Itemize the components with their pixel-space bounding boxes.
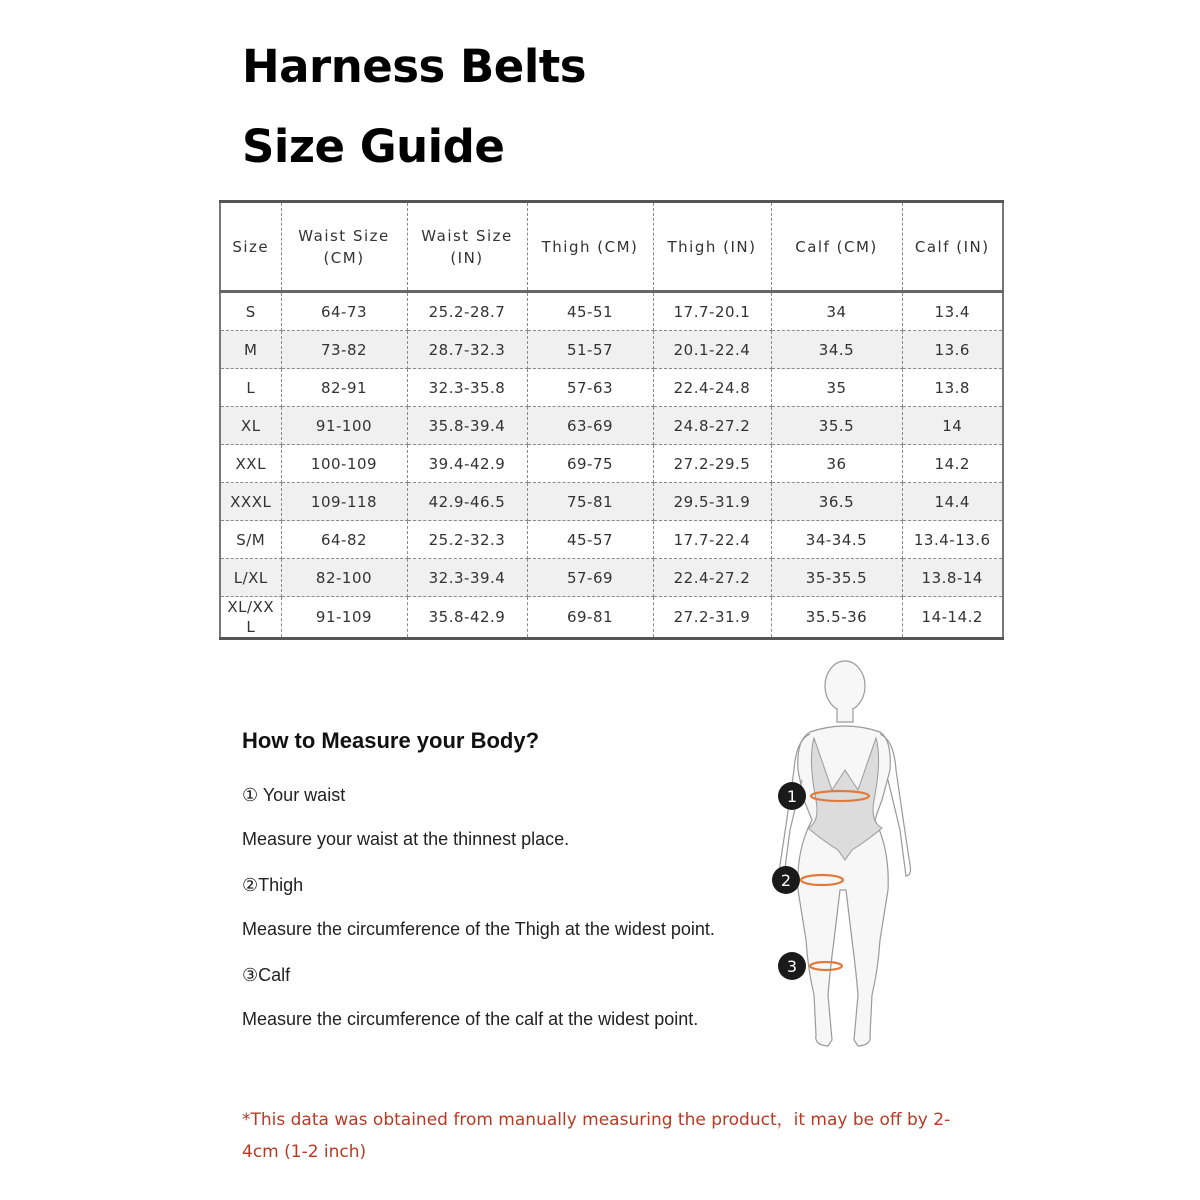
- calf-in-cell: 14: [902, 407, 1003, 445]
- calf-in-cell: 13.8-14: [902, 559, 1003, 597]
- waist-cm-cell: 73-82: [281, 331, 407, 369]
- calf-in-cell: 14.2: [902, 445, 1003, 483]
- calf-cm-cell: 35.5-36: [771, 597, 902, 639]
- thigh-in-cell: 24.8-27.2: [653, 407, 771, 445]
- step-calf-label: ③Calf: [242, 965, 291, 985]
- waist-in-cell: 35.8-42.9: [407, 597, 527, 639]
- table-row: [220, 483, 1003, 521]
- thigh-cm-cell: 51-57: [527, 331, 653, 369]
- size-chart-table: [219, 200, 1004, 640]
- calf-in-cell: 13.4: [902, 292, 1003, 331]
- waist-in-cell: 25.2-32.3: [407, 521, 527, 559]
- marker-3-label: 3: [786, 957, 798, 976]
- waist-in-cell: 28.7-32.3: [407, 331, 527, 369]
- body-measurement-illustration: [740, 650, 970, 1060]
- marker-3: [778, 952, 806, 980]
- step-waist-description: Measure your waist at the thinnest place.: [242, 829, 570, 849]
- thigh-in-cell: 22.4-27.2: [653, 559, 771, 597]
- calf-cm-cell: 35-35.5: [771, 559, 902, 597]
- thigh-cm-cell: 69-81: [527, 597, 653, 639]
- size-cell: L: [220, 369, 281, 407]
- thigh-cm-cell: 45-51: [527, 292, 653, 331]
- thigh-cm-cell: 69-75: [527, 445, 653, 483]
- waist-cm-cell: 91-100: [281, 407, 407, 445]
- size-cell: XXL: [220, 445, 281, 483]
- table-row: [220, 331, 1003, 369]
- calf-cm-cell: 35.5: [771, 407, 902, 445]
- table-row: [220, 559, 1003, 597]
- calf-in-cell: 14-14.2: [902, 597, 1003, 639]
- waist-cm-cell: 109-118: [281, 483, 407, 521]
- header-calf-cm: Calf (CM): [771, 202, 902, 292]
- waist-cm-cell: 82-91: [281, 369, 407, 407]
- calf-in-cell: 14.4: [902, 483, 1003, 521]
- calf-in-cell: 13.8: [902, 369, 1003, 407]
- marker-1-label: 1: [786, 787, 798, 806]
- waist-cm-cell: 100-109: [281, 445, 407, 483]
- thigh-cm-cell: 45-57: [527, 521, 653, 559]
- thigh-in-cell: 20.1-22.4: [653, 331, 771, 369]
- table-row: [220, 407, 1003, 445]
- table-header-row: [220, 202, 1003, 292]
- header-thigh-cm: Thigh (CM): [527, 202, 653, 292]
- waist-cm-cell: 91-109: [281, 597, 407, 639]
- marker-1: [778, 782, 806, 810]
- waist-in-cell: 32.3-35.8: [407, 369, 527, 407]
- waist-cm-cell: 64-73: [281, 292, 407, 331]
- table-row: [220, 445, 1003, 483]
- size-cell: S: [220, 292, 281, 331]
- table-row: [220, 369, 1003, 407]
- calf-in-cell: 13.6: [902, 331, 1003, 369]
- thigh-cm-cell: 57-69: [527, 559, 653, 597]
- thigh-in-cell: 17.7-22.4: [653, 521, 771, 559]
- marker-2: [772, 866, 800, 894]
- calf-cm-cell: 36: [771, 445, 902, 483]
- thigh-cm-cell: 75-81: [527, 483, 653, 521]
- header-waist-cm: Waist Size (CM): [281, 202, 407, 292]
- calf-cm-cell: 34-34.5: [771, 521, 902, 559]
- waist-in-cell: 32.3-39.4: [407, 559, 527, 597]
- size-cell: S/M: [220, 521, 281, 559]
- thigh-in-cell: 22.4-24.8: [653, 369, 771, 407]
- waist-in-cell: 42.9-46.5: [407, 483, 527, 521]
- header-calf-in: Calf (IN): [902, 202, 1003, 292]
- size-cell: L/XL: [220, 559, 281, 597]
- header-waist-in: Waist Size (IN): [407, 202, 527, 292]
- thigh-in-cell: 27.2-29.5: [653, 445, 771, 483]
- size-cell: M: [220, 331, 281, 369]
- marker-2-label: 2: [780, 871, 792, 890]
- thigh-in-cell: 17.7-20.1: [653, 292, 771, 331]
- waist-in-cell: 39.4-42.9: [407, 445, 527, 483]
- waist-in-cell: 35.8-39.4: [407, 407, 527, 445]
- calf-in-cell: 13.4-13.6: [902, 521, 1003, 559]
- thigh-cm-cell: 63-69: [527, 407, 653, 445]
- measurement-disclaimer: *This data was obtained from manually measuring the product，it may be off by 2-4cm (1-2 inch): [242, 1110, 951, 1162]
- header-thigh-in: Thigh (IN): [653, 202, 771, 292]
- size-cell: XL: [220, 407, 281, 445]
- thigh-in-cell: 29.5-31.9: [653, 483, 771, 521]
- calf-cm-cell: 36.5: [771, 483, 902, 521]
- waist-cm-cell: 64-82: [281, 521, 407, 559]
- thigh-cm-cell: 57-63: [527, 369, 653, 407]
- page-subtitle: Size Guide: [242, 120, 505, 173]
- page-title: Harness Belts: [242, 40, 587, 93]
- step-waist-label: ① Your waist: [242, 785, 346, 805]
- step-thigh-description: Measure the circumference of the Thigh at the widest point.: [242, 919, 715, 939]
- table-row: [220, 292, 1003, 331]
- table-row: [220, 597, 1003, 639]
- calf-cm-cell: 34.5: [771, 331, 902, 369]
- thigh-in-cell: 27.2-31.9: [653, 597, 771, 639]
- table-row: [220, 521, 1003, 559]
- header-size: Size: [220, 202, 281, 292]
- calf-cm-cell: 35: [771, 369, 902, 407]
- calf-cm-cell: 34: [771, 292, 902, 331]
- step-calf-description: Measure the circumference of the calf at the widest point.: [242, 1009, 699, 1029]
- waist-cm-cell: 82-100: [281, 559, 407, 597]
- how-to-measure-heading: How to Measure your Body?: [242, 728, 540, 753]
- size-cell: XL/XXL: [220, 597, 281, 639]
- step-thigh-label: ②Thigh: [242, 875, 304, 895]
- waist-in-cell: 25.2-28.7: [407, 292, 527, 331]
- size-cell: XXXL: [220, 483, 281, 521]
